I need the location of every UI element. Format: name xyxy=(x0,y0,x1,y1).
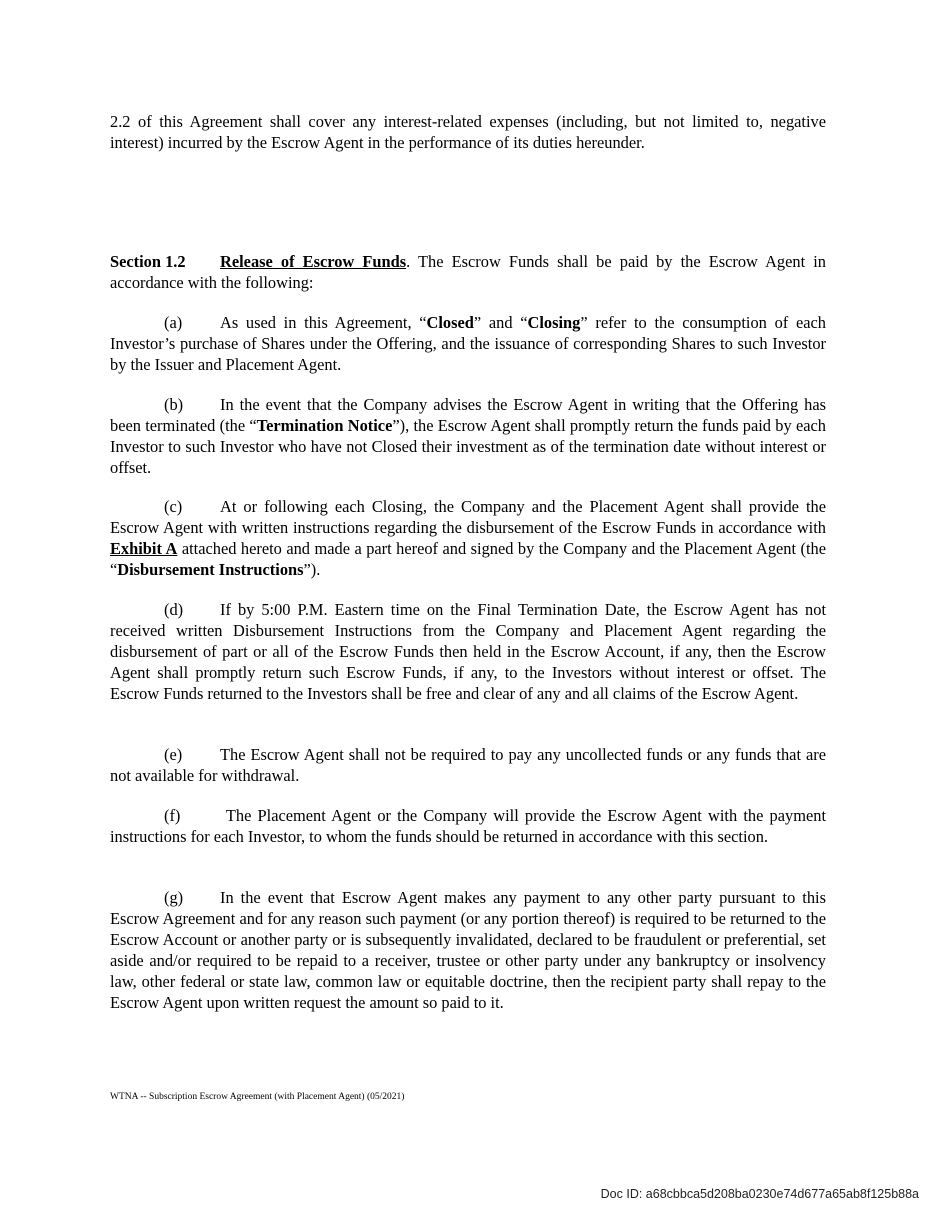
clause-label: (f) xyxy=(164,806,181,825)
clause-text: ”), the Escrow Agent shall promptly return the funds paid by each Investor to such Investor who have not Closed their investment as of the termination date without interest or offset. xyxy=(110,416,826,477)
exhibit-a-reference: Exhibit A xyxy=(110,539,178,558)
doc-id-stamp: Doc ID: a68cbbca5d208ba0230e74d677a65ab8f125b88a xyxy=(600,1187,919,1201)
defined-term-disbursement-instructions: Disbursement Instructions xyxy=(117,560,304,579)
defined-term-closed: Closed xyxy=(426,313,474,332)
clause-text: As used in this Agreement, “ xyxy=(220,313,427,332)
defined-term-termination-notice: Termination Notice xyxy=(256,416,393,435)
clause-a xyxy=(110,312,826,375)
clause-label: (d) xyxy=(164,600,184,619)
clause-e xyxy=(110,744,826,786)
clause-text: ”). xyxy=(303,560,321,579)
section-number: Section 1.2 xyxy=(110,252,186,271)
clause-text: ” refer to the consumption of each Investor’s purchase of Shares under the Offering, and the issuance of corresponding Shares to such Investor by the Issuer and Placement Agent. xyxy=(110,313,826,374)
clause-c xyxy=(110,496,826,580)
page-footer: WTNA -- Subscription Escrow Agreement (with Placement Agent) (05/2021) xyxy=(110,1092,405,1102)
intro-paragraph: 2.2 of this Agreement shall cover any interest-related expenses (including, but not limited to, negative interest) incurred by the Escrow Agent in the performance of its duties hereunder. xyxy=(110,112,826,152)
clause-label: (a) xyxy=(164,313,183,332)
clause-label: (e) xyxy=(164,745,183,764)
clause-text: In the event that Escrow Agent makes any payment to any other party pursuant to this Escrow Agreement and for any reason such payment (or any portion thereof) is required to be returned to the Escrow Account or another party or is subsequently invalidated, declared to be fraudulent or preferential, set aside and/or required to be repaid to a receiver, trustee or other party under any bankruptcy or insolvency law, other federal or state law, common law or equitable doctrine, then the recipient party shall repay to the Escrow Agent upon written request the amount so paid to it. xyxy=(110,888,826,1012)
clause-text: If by 5:00 P.M. Eastern time on the Final Termination Date, the Escrow Agent has not received written Disbursement Instructions from the Company and Placement Agent regarding the disbursement of part or all of the Escrow Funds then held in the Escrow Account, if any, then the Escrow Agent shall promptly return such Escrow Funds, if any, to the Investors without interest or offset. The Escrow Funds returned to the Investors shall be free and clear of any and all claims of the Escrow Agent. xyxy=(110,600,826,703)
defined-term-closing: Closing xyxy=(527,313,581,332)
clause-text: The Escrow Agent shall not be required to pay any uncollected funds or any funds that are not available for withdrawal. xyxy=(110,745,826,785)
clause-text: ” and “ xyxy=(473,313,528,332)
clause-d xyxy=(110,599,826,704)
section-1-2-heading xyxy=(110,251,826,293)
clause-label: (g) xyxy=(164,888,184,907)
section-title: Release of Escrow Funds xyxy=(220,252,407,271)
clause-text: At or following each Closing, the Company and the Placement Agent shall provide the Escrow Agent with written instructions regarding the disbursement of the Escrow Funds in accordance with xyxy=(110,497,826,537)
clause-f xyxy=(110,805,826,847)
clause-g xyxy=(110,887,826,1013)
clause-label: (b) xyxy=(164,395,184,414)
clause-text: attached hereto and made a part hereof and signed by the Company and the Placement Agent (the “ xyxy=(110,539,826,579)
section-lead: The Escrow Funds shall be paid by the Escrow Agent in accordance with the following: xyxy=(110,252,826,292)
clause-label: (c) xyxy=(164,497,183,516)
clause-b xyxy=(110,394,826,478)
clause-text: The Placement Agent or the Company will provide the Escrow Agent with the payment instructions for each Investor, to whom the funds should be returned in accordance with this section. xyxy=(110,806,826,846)
section-title-suffix: . xyxy=(406,252,411,271)
clause-text: In the event that the Company advises the Escrow Agent in writing that the Offering has been terminated (the “ xyxy=(110,395,826,435)
